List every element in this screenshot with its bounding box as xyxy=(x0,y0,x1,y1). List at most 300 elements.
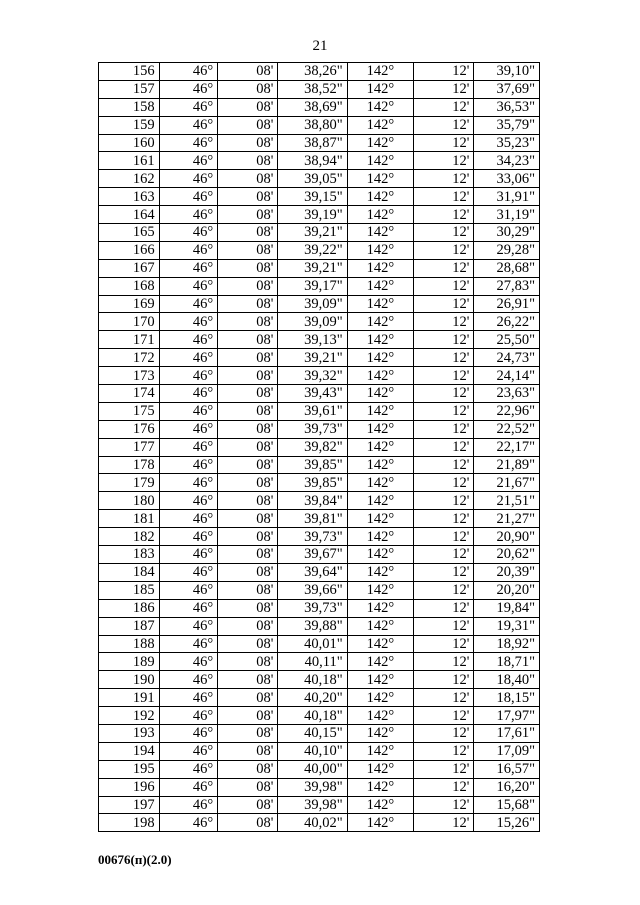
cell-lon-minutes: 12' xyxy=(414,80,474,98)
cell-lat-degrees: 46° xyxy=(159,349,218,367)
cell-lat-minutes: 08' xyxy=(218,689,278,707)
cell-lon-seconds: 20,20" xyxy=(474,581,540,599)
cell-lon-degrees: 142° xyxy=(347,671,414,689)
table-row xyxy=(99,402,540,420)
cell-lat-seconds: 39,21" xyxy=(278,224,347,242)
cell-lat-degrees: 46° xyxy=(159,510,218,528)
cell-lat-degrees: 46° xyxy=(159,420,218,438)
table-row xyxy=(99,653,540,671)
cell-lat-seconds: 39,22" xyxy=(278,241,347,259)
cell-lat-degrees: 46° xyxy=(159,724,218,742)
cell-lon-minutes: 12' xyxy=(414,259,474,277)
cell-lat-minutes: 08' xyxy=(218,617,278,635)
cell-lat-degrees: 46° xyxy=(159,546,218,564)
cell-lon-minutes: 12' xyxy=(414,492,474,510)
cell-lat-seconds: 39,19" xyxy=(278,206,347,224)
cell-lon-degrees: 142° xyxy=(347,420,414,438)
cell-lon-minutes: 12' xyxy=(414,742,474,760)
cell-lat-seconds: 39,73" xyxy=(278,420,347,438)
table-row xyxy=(99,546,540,564)
cell-lat-minutes: 08' xyxy=(218,80,278,98)
cell-lon-minutes: 12' xyxy=(414,778,474,796)
cell-point-number: 169 xyxy=(99,295,160,313)
table-row xyxy=(99,617,540,635)
cell-point-number: 177 xyxy=(99,438,160,456)
table-row xyxy=(99,760,540,778)
cell-lat-minutes: 08' xyxy=(218,456,278,474)
cell-lat-degrees: 46° xyxy=(159,581,218,599)
cell-lon-seconds: 15,68" xyxy=(474,796,540,814)
cell-lat-degrees: 46° xyxy=(159,152,218,170)
cell-lat-degrees: 46° xyxy=(159,402,218,420)
cell-lon-seconds: 34,23" xyxy=(474,152,540,170)
table-row xyxy=(99,367,540,385)
cell-lat-degrees: 46° xyxy=(159,224,218,242)
cell-lat-minutes: 08' xyxy=(218,653,278,671)
cell-lat-minutes: 08' xyxy=(218,671,278,689)
cell-lat-degrees: 46° xyxy=(159,563,218,581)
cell-lon-seconds: 18,15" xyxy=(474,689,540,707)
cell-lon-seconds: 26,91" xyxy=(474,295,540,313)
cell-lat-minutes: 08' xyxy=(218,134,278,152)
cell-lon-minutes: 12' xyxy=(414,814,474,832)
cell-lon-seconds: 20,90" xyxy=(474,528,540,546)
cell-point-number: 187 xyxy=(99,617,160,635)
cell-lat-minutes: 08' xyxy=(218,474,278,492)
cell-lat-seconds: 40,10" xyxy=(278,742,347,760)
cell-lon-seconds: 26,22" xyxy=(474,313,540,331)
cell-lon-seconds: 27,83" xyxy=(474,277,540,295)
cell-lat-seconds: 39,81" xyxy=(278,510,347,528)
cell-lat-seconds: 39,13" xyxy=(278,331,347,349)
cell-lon-degrees: 142° xyxy=(347,814,414,832)
cell-lon-minutes: 12' xyxy=(414,152,474,170)
cell-point-number: 181 xyxy=(99,510,160,528)
cell-lon-degrees: 142° xyxy=(347,599,414,617)
cell-lon-seconds: 24,14" xyxy=(474,367,540,385)
table-row xyxy=(99,456,540,474)
cell-lat-minutes: 08' xyxy=(218,331,278,349)
cell-lon-minutes: 12' xyxy=(414,635,474,653)
cell-lat-seconds: 39,09" xyxy=(278,313,347,331)
table-row xyxy=(99,224,540,242)
cell-lat-minutes: 08' xyxy=(218,224,278,242)
cell-lat-degrees: 46° xyxy=(159,742,218,760)
cell-lat-minutes: 08' xyxy=(218,98,278,116)
cell-lon-degrees: 142° xyxy=(347,134,414,152)
table-row xyxy=(99,689,540,707)
cell-lon-degrees: 142° xyxy=(347,116,414,134)
cell-lat-degrees: 46° xyxy=(159,116,218,134)
table-row xyxy=(99,80,540,98)
cell-lon-degrees: 142° xyxy=(347,742,414,760)
cell-lon-degrees: 142° xyxy=(347,707,414,725)
cell-lat-degrees: 46° xyxy=(159,188,218,206)
cell-lon-seconds: 21,27" xyxy=(474,510,540,528)
cell-lon-seconds: 17,61" xyxy=(474,724,540,742)
cell-lon-minutes: 12' xyxy=(414,510,474,528)
cell-lat-minutes: 08' xyxy=(218,313,278,331)
cell-lon-seconds: 16,20" xyxy=(474,778,540,796)
cell-lon-minutes: 12' xyxy=(414,420,474,438)
cell-lon-minutes: 12' xyxy=(414,134,474,152)
cell-point-number: 157 xyxy=(99,80,160,98)
table-row xyxy=(99,635,540,653)
cell-lat-minutes: 08' xyxy=(218,349,278,367)
cell-lat-seconds: 39,84" xyxy=(278,492,347,510)
cell-lat-seconds: 39,88" xyxy=(278,617,347,635)
cell-lon-seconds: 16,57" xyxy=(474,760,540,778)
cell-lon-degrees: 142° xyxy=(347,563,414,581)
cell-lon-seconds: 19,31" xyxy=(474,617,540,635)
table-row xyxy=(99,313,540,331)
cell-point-number: 191 xyxy=(99,689,160,707)
cell-lat-minutes: 08' xyxy=(218,116,278,134)
cell-lat-degrees: 46° xyxy=(159,206,218,224)
table-row xyxy=(99,724,540,742)
cell-lat-seconds: 39,61" xyxy=(278,402,347,420)
cell-lon-seconds: 15,26" xyxy=(474,814,540,832)
cell-lat-degrees: 46° xyxy=(159,241,218,259)
cell-lon-degrees: 142° xyxy=(347,635,414,653)
cell-lon-degrees: 142° xyxy=(347,259,414,277)
cell-lon-minutes: 12' xyxy=(414,367,474,385)
cell-lon-degrees: 142° xyxy=(347,581,414,599)
cell-lon-seconds: 25,50" xyxy=(474,331,540,349)
cell-lat-seconds: 39,21" xyxy=(278,349,347,367)
cell-lon-degrees: 142° xyxy=(347,778,414,796)
cell-lon-seconds: 20,39" xyxy=(474,563,540,581)
cell-lat-degrees: 46° xyxy=(159,689,218,707)
cell-point-number: 170 xyxy=(99,313,160,331)
cell-lon-degrees: 142° xyxy=(347,528,414,546)
cell-lat-seconds: 39,85" xyxy=(278,456,347,474)
cell-point-number: 197 xyxy=(99,796,160,814)
table-row xyxy=(99,206,540,224)
cell-lat-minutes: 08' xyxy=(218,528,278,546)
cell-lat-seconds: 38,80" xyxy=(278,116,347,134)
cell-lat-degrees: 46° xyxy=(159,778,218,796)
cell-lon-seconds: 33,06" xyxy=(474,170,540,188)
cell-lat-degrees: 46° xyxy=(159,259,218,277)
cell-lat-degrees: 46° xyxy=(159,438,218,456)
cell-lon-minutes: 12' xyxy=(414,116,474,134)
cell-lat-seconds: 40,18" xyxy=(278,707,347,725)
cell-lat-seconds: 39,73" xyxy=(278,528,347,546)
cell-lat-minutes: 08' xyxy=(218,420,278,438)
cell-lat-degrees: 46° xyxy=(159,760,218,778)
table-row xyxy=(99,241,540,259)
table-row xyxy=(99,707,540,725)
coordinates-table xyxy=(98,62,540,832)
cell-point-number: 167 xyxy=(99,259,160,277)
cell-lat-minutes: 08' xyxy=(218,546,278,564)
cell-lat-minutes: 08' xyxy=(218,563,278,581)
cell-lon-degrees: 142° xyxy=(347,206,414,224)
cell-lon-seconds: 30,29" xyxy=(474,224,540,242)
cell-lat-degrees: 46° xyxy=(159,331,218,349)
cell-lon-minutes: 12' xyxy=(414,224,474,242)
cell-point-number: 185 xyxy=(99,581,160,599)
cell-lon-minutes: 12' xyxy=(414,402,474,420)
cell-lat-degrees: 46° xyxy=(159,98,218,116)
cell-point-number: 190 xyxy=(99,671,160,689)
cell-lat-degrees: 46° xyxy=(159,671,218,689)
cell-point-number: 162 xyxy=(99,170,160,188)
cell-lon-seconds: 21,67" xyxy=(474,474,540,492)
cell-lat-seconds: 39,09" xyxy=(278,295,347,313)
cell-point-number: 188 xyxy=(99,635,160,653)
cell-point-number: 171 xyxy=(99,331,160,349)
table-row xyxy=(99,277,540,295)
cell-point-number: 163 xyxy=(99,188,160,206)
cell-lat-degrees: 46° xyxy=(159,367,218,385)
cell-lat-degrees: 46° xyxy=(159,313,218,331)
cell-point-number: 198 xyxy=(99,814,160,832)
cell-lat-minutes: 08' xyxy=(218,760,278,778)
cell-lon-minutes: 12' xyxy=(414,653,474,671)
cell-lat-seconds: 39,21" xyxy=(278,259,347,277)
cell-lon-degrees: 142° xyxy=(347,456,414,474)
cell-lon-minutes: 12' xyxy=(414,760,474,778)
cell-lon-degrees: 142° xyxy=(347,63,414,81)
cell-lon-seconds: 31,91" xyxy=(474,188,540,206)
cell-point-number: 164 xyxy=(99,206,160,224)
table-row xyxy=(99,331,540,349)
cell-lat-minutes: 08' xyxy=(218,778,278,796)
table-row xyxy=(99,420,540,438)
cell-lat-degrees: 46° xyxy=(159,492,218,510)
cell-point-number: 165 xyxy=(99,224,160,242)
table-row xyxy=(99,349,540,367)
cell-lon-minutes: 12' xyxy=(414,63,474,81)
table-row xyxy=(99,116,540,134)
cell-lon-degrees: 142° xyxy=(347,295,414,313)
cell-lat-minutes: 08' xyxy=(218,385,278,403)
cell-lon-minutes: 12' xyxy=(414,796,474,814)
cell-lon-minutes: 12' xyxy=(414,385,474,403)
table-row xyxy=(99,796,540,814)
cell-lon-seconds: 28,68" xyxy=(474,259,540,277)
cell-lon-degrees: 142° xyxy=(347,331,414,349)
cell-lat-minutes: 08' xyxy=(218,241,278,259)
cell-lat-degrees: 46° xyxy=(159,528,218,546)
cell-lon-degrees: 142° xyxy=(347,796,414,814)
cell-lon-degrees: 142° xyxy=(347,617,414,635)
cell-lon-seconds: 23,63" xyxy=(474,385,540,403)
cell-lat-minutes: 08' xyxy=(218,707,278,725)
cell-lat-seconds: 38,52" xyxy=(278,80,347,98)
table-row xyxy=(99,814,540,832)
cell-lon-minutes: 12' xyxy=(414,474,474,492)
cell-lon-degrees: 142° xyxy=(347,689,414,707)
cell-point-number: 196 xyxy=(99,778,160,796)
cell-point-number: 161 xyxy=(99,152,160,170)
cell-lat-seconds: 38,94" xyxy=(278,152,347,170)
cell-lat-degrees: 46° xyxy=(159,599,218,617)
table-row xyxy=(99,671,540,689)
cell-lat-degrees: 46° xyxy=(159,617,218,635)
cell-lat-minutes: 08' xyxy=(218,170,278,188)
cell-lat-minutes: 08' xyxy=(218,402,278,420)
cell-lat-seconds: 40,00" xyxy=(278,760,347,778)
cell-lat-degrees: 46° xyxy=(159,385,218,403)
cell-lat-degrees: 46° xyxy=(159,456,218,474)
table-row xyxy=(99,295,540,313)
cell-lon-degrees: 142° xyxy=(347,510,414,528)
cell-lon-minutes: 12' xyxy=(414,349,474,367)
cell-point-number: 156 xyxy=(99,63,160,81)
cell-lon-seconds: 29,28" xyxy=(474,241,540,259)
cell-lat-degrees: 46° xyxy=(159,707,218,725)
cell-lon-minutes: 12' xyxy=(414,313,474,331)
cell-lat-minutes: 08' xyxy=(218,742,278,760)
cell-lat-seconds: 38,69" xyxy=(278,98,347,116)
cell-point-number: 173 xyxy=(99,367,160,385)
cell-lat-minutes: 08' xyxy=(218,635,278,653)
cell-point-number: 168 xyxy=(99,277,160,295)
table-row xyxy=(99,259,540,277)
cell-lon-seconds: 22,52" xyxy=(474,420,540,438)
cell-point-number: 180 xyxy=(99,492,160,510)
cell-lon-degrees: 142° xyxy=(347,546,414,564)
cell-lat-seconds: 40,11" xyxy=(278,653,347,671)
cell-lon-degrees: 142° xyxy=(347,349,414,367)
table-row xyxy=(99,742,540,760)
cell-lat-minutes: 08' xyxy=(218,63,278,81)
cell-lon-seconds: 31,19" xyxy=(474,206,540,224)
cell-lon-minutes: 12' xyxy=(414,546,474,564)
cell-lon-seconds: 18,40" xyxy=(474,671,540,689)
cell-lat-seconds: 39,64" xyxy=(278,563,347,581)
cell-lat-degrees: 46° xyxy=(159,295,218,313)
cell-lat-minutes: 08' xyxy=(218,259,278,277)
cell-lon-minutes: 12' xyxy=(414,707,474,725)
cell-lon-minutes: 12' xyxy=(414,456,474,474)
cell-point-number: 193 xyxy=(99,724,160,742)
cell-lat-seconds: 39,98" xyxy=(278,796,347,814)
cell-lon-degrees: 142° xyxy=(347,152,414,170)
cell-lat-degrees: 46° xyxy=(159,170,218,188)
cell-lat-minutes: 08' xyxy=(218,206,278,224)
cell-lon-seconds: 35,23" xyxy=(474,134,540,152)
cell-point-number: 174 xyxy=(99,385,160,403)
cell-lat-degrees: 46° xyxy=(159,277,218,295)
cell-lon-seconds: 24,73" xyxy=(474,349,540,367)
cell-lon-minutes: 12' xyxy=(414,671,474,689)
cell-lat-degrees: 46° xyxy=(159,474,218,492)
cell-lon-degrees: 142° xyxy=(347,385,414,403)
cell-lat-seconds: 39,98" xyxy=(278,778,347,796)
cell-lon-degrees: 142° xyxy=(347,277,414,295)
cell-point-number: 166 xyxy=(99,241,160,259)
cell-lon-degrees: 142° xyxy=(347,402,414,420)
cell-point-number: 176 xyxy=(99,420,160,438)
cell-lon-seconds: 22,96" xyxy=(474,402,540,420)
cell-lon-minutes: 12' xyxy=(414,295,474,313)
table-row xyxy=(99,152,540,170)
cell-lat-seconds: 39,32" xyxy=(278,367,347,385)
cell-lon-minutes: 12' xyxy=(414,689,474,707)
cell-lon-degrees: 142° xyxy=(347,367,414,385)
cell-lat-minutes: 08' xyxy=(218,581,278,599)
cell-point-number: 183 xyxy=(99,546,160,564)
cell-lon-seconds: 17,09" xyxy=(474,742,540,760)
cell-lat-degrees: 46° xyxy=(159,63,218,81)
table-row xyxy=(99,134,540,152)
cell-lon-degrees: 142° xyxy=(347,241,414,259)
cell-lat-minutes: 08' xyxy=(218,599,278,617)
cell-lat-seconds: 38,87" xyxy=(278,134,347,152)
coordinates-table-body xyxy=(99,63,540,832)
cell-point-number: 159 xyxy=(99,116,160,134)
cell-lat-seconds: 39,43" xyxy=(278,385,347,403)
cell-lat-minutes: 08' xyxy=(218,796,278,814)
cell-lon-minutes: 12' xyxy=(414,277,474,295)
table-row xyxy=(99,528,540,546)
cell-lat-minutes: 08' xyxy=(218,814,278,832)
cell-lat-minutes: 08' xyxy=(218,510,278,528)
cell-point-number: 195 xyxy=(99,760,160,778)
cell-lat-seconds: 39,15" xyxy=(278,188,347,206)
cell-lat-seconds: 39,85" xyxy=(278,474,347,492)
cell-lat-seconds: 40,02" xyxy=(278,814,347,832)
cell-lon-minutes: 12' xyxy=(414,331,474,349)
cell-lat-degrees: 46° xyxy=(159,134,218,152)
cell-lat-minutes: 08' xyxy=(218,492,278,510)
table-row xyxy=(99,492,540,510)
table-row xyxy=(99,385,540,403)
cell-lon-minutes: 12' xyxy=(414,563,474,581)
footer-code: 00676(п)(2.0) xyxy=(98,852,172,867)
cell-lon-seconds: 17,97" xyxy=(474,707,540,725)
cell-lon-degrees: 142° xyxy=(347,170,414,188)
cell-point-number: 189 xyxy=(99,653,160,671)
cell-lon-minutes: 12' xyxy=(414,98,474,116)
table-row xyxy=(99,63,540,81)
cell-lat-minutes: 08' xyxy=(218,152,278,170)
page-number: 21 xyxy=(312,38,328,54)
table-row xyxy=(99,438,540,456)
cell-point-number: 182 xyxy=(99,528,160,546)
cell-lon-degrees: 142° xyxy=(347,313,414,331)
cell-point-number: 184 xyxy=(99,563,160,581)
cell-lon-minutes: 12' xyxy=(414,170,474,188)
cell-point-number: 194 xyxy=(99,742,160,760)
cell-lon-degrees: 142° xyxy=(347,224,414,242)
cell-lat-seconds: 39,05" xyxy=(278,170,347,188)
table-row xyxy=(99,474,540,492)
cell-lon-degrees: 142° xyxy=(347,438,414,456)
cell-lon-minutes: 12' xyxy=(414,188,474,206)
cell-lat-seconds: 38,26" xyxy=(278,63,347,81)
cell-point-number: 186 xyxy=(99,599,160,617)
cell-lat-minutes: 08' xyxy=(218,724,278,742)
cell-lon-degrees: 142° xyxy=(347,492,414,510)
cell-point-number: 192 xyxy=(99,707,160,725)
cell-lat-minutes: 08' xyxy=(218,295,278,313)
cell-lat-seconds: 40,01" xyxy=(278,635,347,653)
cell-lon-seconds: 36,53" xyxy=(474,98,540,116)
cell-point-number: 179 xyxy=(99,474,160,492)
cell-lon-degrees: 142° xyxy=(347,188,414,206)
cell-lat-seconds: 39,66" xyxy=(278,581,347,599)
cell-lat-degrees: 46° xyxy=(159,635,218,653)
cell-lon-minutes: 12' xyxy=(414,581,474,599)
cell-lon-minutes: 12' xyxy=(414,599,474,617)
cell-lat-seconds: 40,20" xyxy=(278,689,347,707)
table-row xyxy=(99,778,540,796)
